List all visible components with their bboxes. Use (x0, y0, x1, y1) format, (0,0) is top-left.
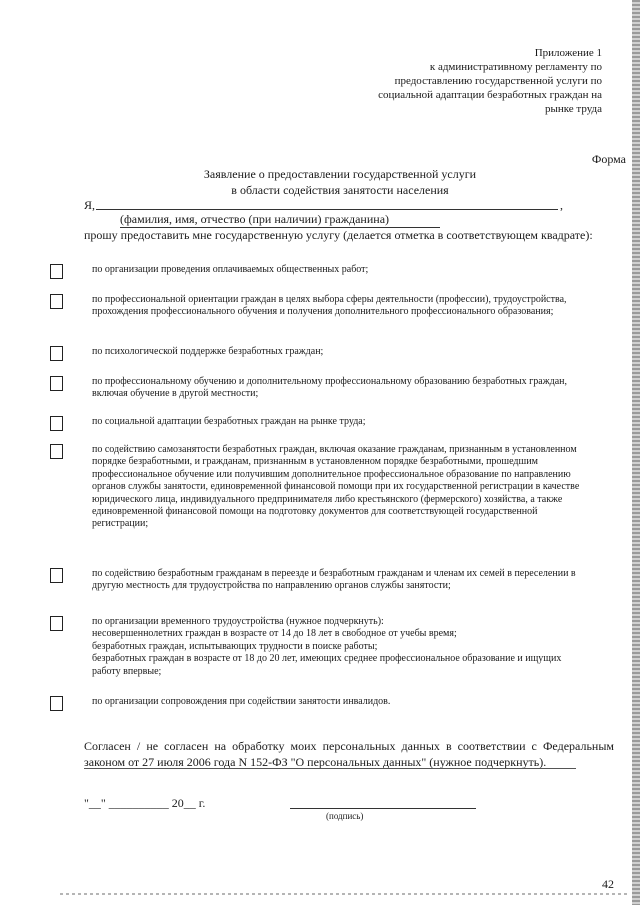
fio-caption: (фамилия, имя, отчество (при наличии) гражданина) (120, 212, 440, 228)
option-label: по социальной адаптации безработных граждан на рынке труда; (92, 416, 366, 427)
checkbox[interactable] (50, 696, 63, 711)
checkbox[interactable] (50, 264, 63, 279)
checkbox[interactable] (50, 616, 63, 631)
appendix-line: рынке труда (544, 103, 602, 115)
appendix-line: к административному регламенту по (429, 61, 602, 73)
appendix-line: предоставлению государственной услуги по (394, 75, 602, 87)
title-line: Заявление о предоставлении государственной услуги (203, 167, 477, 181)
appendix-header (302, 46, 602, 116)
applicant-prefix: Я, (84, 198, 96, 212)
request-text: прошу предоставить мне государственную услугу (делается отметка в соответствующем квадрате): (84, 228, 593, 242)
appendix-line: социальной адаптации безработных граждан на (378, 89, 602, 101)
option-label: по содействию безработным гражданам в переезде и безработным гражданам и членам их семей в переселении в другую местность для трудоустройства по направлению органов службы занятости; (92, 568, 576, 592)
date-field[interactable]: "__" __________ 20__ г. (84, 796, 206, 810)
consent-underline (84, 768, 576, 769)
scan-bottom-edge (60, 893, 630, 895)
title-line: в области содействия занятости населения (231, 183, 449, 197)
scan-edge (632, 0, 640, 905)
option-label: по организации временного трудоустройства (нужное подчеркнуть): несовершеннолетних граждан в возрасте от 14 до 18 лет в свободное от учебы время; безработных граждан, испытывающих трудности в поиске работы; безработных граждан в возрасте от 18 до 20 лет, имеющих среднее профессиональное образование и ищущих работу впервые; (92, 616, 562, 677)
applicant-suffix: , (560, 198, 563, 212)
signature-line[interactable] (290, 808, 476, 809)
form-label: Форма (591, 152, 626, 166)
signature-label: (подпись) (326, 811, 364, 821)
option-label: по профессиональной ориентации граждан в целях выбора сферы деятельности (профессии), трудоустройства, прохождения профессионального обучения и получения дополнительного профессионального образования; (92, 294, 567, 318)
option-label: по организации проведения оплачиваемых общественных работ; (92, 264, 369, 275)
checkbox[interactable] (50, 376, 63, 391)
checkbox[interactable] (50, 568, 63, 583)
consent-text: Согласен / не согласен на обработку моих персональных данных в соответствии с Федеральным законом от 27 июля 2006 года N 152-ФЗ "О персональных данных" (нужное подчеркнуть). (84, 739, 614, 769)
appendix-line: Приложение 1 (534, 47, 602, 59)
applicant-name-line[interactable] (96, 209, 558, 210)
page-number: 42 (602, 877, 614, 891)
checkbox[interactable] (50, 346, 63, 361)
option-label: по организации сопровождения при содействии занятости инвалидов. (92, 696, 391, 707)
option-label: по профессиональному обучению и дополнительному профессиональному образованию безработных граждан, включая обучение в другой местности; (92, 376, 567, 400)
checkbox[interactable] (50, 444, 63, 459)
option-label: по содействию самозанятости безработных граждан, включая оказание гражданам, признанным в установленном порядке безработными, и гражданам, признанным в установленном порядке безработными, прошедшим профессиональное обучение или получившим дополнительное профессиональное образование по направлению органов службы занятости, единовременной финансовой помощи при их государственной регистрации в качестве юридического лица, индивидуального предпринимателя либо крестьянского (фермерского) хозяйства, а также единовременной финансовой помощи на подготовку документов для соответствующей государственной регистрации; (92, 444, 580, 530)
document-title (110, 166, 570, 198)
option-label: по психологической поддержке безработных граждан; (92, 346, 324, 357)
checkbox[interactable] (50, 416, 63, 431)
checkbox[interactable] (50, 294, 63, 309)
